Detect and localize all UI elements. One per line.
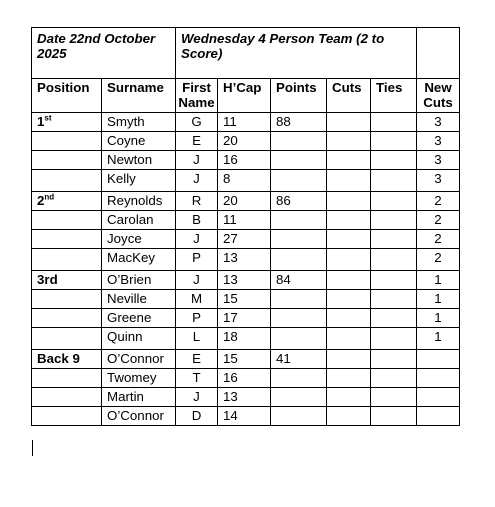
first-name-cell[interactable]: J [176, 388, 218, 407]
table-row [32, 230, 460, 249]
points-cell[interactable] [271, 230, 327, 249]
ties-cell[interactable] [371, 309, 417, 328]
surname-cell[interactable]: MacKey [102, 249, 176, 271]
first-name-cell[interactable]: R [176, 192, 218, 211]
first-name-cell[interactable]: P [176, 249, 218, 271]
table-row [32, 350, 460, 369]
header-new-cuts[interactable]: New Cuts [417, 79, 460, 113]
first-name-cell[interactable]: J [176, 271, 218, 290]
first-name-cell[interactable]: E [176, 350, 218, 369]
position-cell[interactable] [32, 328, 102, 350]
points-cell[interactable] [271, 211, 327, 230]
hcap-cell[interactable]: 11 [218, 113, 271, 132]
position-cell[interactable] [32, 113, 102, 132]
cuts-cell[interactable] [327, 407, 371, 426]
ties-cell[interactable] [371, 192, 417, 211]
table-row [32, 192, 460, 211]
points-cell[interactable] [271, 407, 327, 426]
position-label: 3rd [37, 272, 58, 287]
table-row [32, 328, 460, 350]
position-ordinal-suffix: st [44, 113, 52, 123]
cuts-cell[interactable] [327, 132, 371, 151]
points-cell[interactable] [271, 328, 327, 350]
ties-cell[interactable] [371, 407, 417, 426]
surname-cell[interactable]: Coyne [102, 132, 176, 151]
surname-cell[interactable]: Neville [102, 290, 176, 309]
cuts-cell[interactable] [327, 249, 371, 271]
table-row [32, 407, 460, 426]
hcap-cell[interactable]: 13 [218, 249, 271, 271]
table-row [32, 151, 460, 170]
first-name-cell[interactable]: J [176, 230, 218, 249]
hcap-cell[interactable]: 20 [218, 192, 271, 211]
position-cell[interactable] [32, 132, 102, 151]
position-cell[interactable] [32, 170, 102, 192]
hcap-cell[interactable]: 16 [218, 151, 271, 170]
date-cell[interactable]: Date 22nd October 2025 [32, 28, 176, 79]
ties-cell[interactable] [371, 290, 417, 309]
cuts-cell[interactable] [327, 113, 371, 132]
points-cell[interactable]: 84 [271, 271, 327, 290]
position-cell[interactable] [32, 407, 102, 426]
new-cuts-cell[interactable]: 1 [417, 328, 460, 350]
header-first-name[interactable]: First Name [176, 79, 218, 113]
table-row [32, 388, 460, 407]
hcap-cell[interactable]: 11 [218, 211, 271, 230]
position-cell[interactable] [32, 369, 102, 388]
surname-cell[interactable]: Kelly [102, 170, 176, 192]
table-row [32, 290, 460, 309]
table-row [32, 132, 460, 151]
points-cell[interactable] [271, 309, 327, 328]
surname-cell[interactable]: Quinn [102, 328, 176, 350]
hcap-cell[interactable]: 8 [218, 170, 271, 192]
hcap-cell[interactable]: 27 [218, 230, 271, 249]
new-cuts-cell[interactable]: 3 [417, 113, 460, 132]
header-points[interactable]: Points [271, 79, 327, 113]
first-name-cell[interactable]: J [176, 151, 218, 170]
surname-cell[interactable]: Greene [102, 309, 176, 328]
ties-cell[interactable] [371, 230, 417, 249]
new-cuts-cell[interactable] [417, 369, 460, 388]
ties-cell[interactable] [371, 132, 417, 151]
title-empty-cell[interactable] [417, 28, 460, 79]
results-table [31, 27, 460, 426]
position-label: Back 9 [37, 351, 80, 366]
new-cuts-cell[interactable]: 2 [417, 230, 460, 249]
points-cell[interactable]: 88 [271, 113, 327, 132]
new-cuts-cell[interactable]: 2 [417, 211, 460, 230]
hcap-cell[interactable]: 17 [218, 309, 271, 328]
position-cell[interactable] [32, 211, 102, 230]
table-row [32, 309, 460, 328]
ties-cell[interactable] [371, 350, 417, 369]
cuts-cell[interactable] [327, 192, 371, 211]
position-cell[interactable] [32, 249, 102, 271]
points-cell[interactable] [271, 388, 327, 407]
first-name-cell[interactable]: T [176, 369, 218, 388]
position-cell[interactable] [32, 309, 102, 328]
ties-cell[interactable] [371, 170, 417, 192]
hcap-cell[interactable]: 20 [218, 132, 271, 151]
surname-cell[interactable]: O’Connor [102, 350, 176, 369]
first-name-cell[interactable]: L [176, 328, 218, 350]
first-name-cell[interactable]: M [176, 290, 218, 309]
event-title-cell[interactable]: Wednesday 4 Person Team (2 to Score) [176, 28, 417, 79]
points-cell[interactable]: 86 [271, 192, 327, 211]
table-row [32, 369, 460, 388]
table-row [32, 249, 460, 271]
position-label: 2 [37, 193, 45, 208]
points-cell[interactable] [271, 170, 327, 192]
new-cuts-cell[interactable]: 2 [417, 249, 460, 271]
cuts-cell[interactable] [327, 290, 371, 309]
text-cursor [32, 440, 33, 456]
surname-cell[interactable]: Newton [102, 151, 176, 170]
position-cell[interactable] [32, 230, 102, 249]
ties-cell[interactable] [371, 113, 417, 132]
hcap-cell[interactable]: 16 [218, 369, 271, 388]
header-hcap[interactable]: H’Cap [218, 79, 271, 113]
new-cuts-cell[interactable]: 1 [417, 271, 460, 290]
ties-cell[interactable] [371, 369, 417, 388]
points-cell[interactable] [271, 249, 327, 271]
new-cuts-cell[interactable]: 3 [417, 151, 460, 170]
position-cell[interactable] [32, 192, 102, 211]
new-cuts-cell[interactable]: 3 [417, 132, 460, 151]
new-cuts-cell[interactable]: 2 [417, 192, 460, 211]
cuts-cell[interactable] [327, 170, 371, 192]
hcap-cell[interactable]: 15 [218, 290, 271, 309]
surname-cell[interactable]: Joyce [102, 230, 176, 249]
cuts-cell[interactable] [327, 151, 371, 170]
position-ordinal-suffix: nd [44, 192, 55, 202]
ties-cell[interactable] [371, 249, 417, 271]
header-position[interactable]: Position [32, 79, 102, 113]
first-name-cell[interactable]: G [176, 113, 218, 132]
surname-cell[interactable]: Martin [102, 388, 176, 407]
position-cell[interactable] [32, 271, 102, 290]
cuts-cell[interactable] [327, 328, 371, 350]
hcap-cell[interactable]: 13 [218, 388, 271, 407]
first-name-cell[interactable]: E [176, 132, 218, 151]
new-cuts-cell[interactable] [417, 350, 460, 369]
surname-cell[interactable]: O’Connor [102, 407, 176, 426]
new-cuts-cell[interactable]: 3 [417, 170, 460, 192]
table-row [32, 271, 460, 290]
first-name-cell[interactable]: B [176, 211, 218, 230]
cuts-cell[interactable] [327, 230, 371, 249]
title-row [32, 28, 460, 79]
hcap-cell[interactable]: 15 [218, 350, 271, 369]
position-cell[interactable] [32, 290, 102, 309]
surname-cell[interactable]: O’Brien [102, 271, 176, 290]
new-cuts-cell[interactable]: 1 [417, 309, 460, 328]
table-row [32, 170, 460, 192]
cuts-cell[interactable] [327, 271, 371, 290]
first-name-cell[interactable]: J [176, 170, 218, 192]
surname-cell[interactable]: Carolan [102, 211, 176, 230]
new-cuts-cell[interactable] [417, 388, 460, 407]
points-cell[interactable] [271, 290, 327, 309]
header-ties[interactable]: Ties [371, 79, 417, 113]
hcap-cell[interactable]: 13 [218, 271, 271, 290]
hcap-cell[interactable]: 14 [218, 407, 271, 426]
ties-cell[interactable] [371, 388, 417, 407]
new-cuts-cell[interactable]: 1 [417, 290, 460, 309]
points-cell[interactable] [271, 151, 327, 170]
points-cell[interactable] [271, 369, 327, 388]
table-row [32, 113, 460, 132]
first-name-cell[interactable]: P [176, 309, 218, 328]
ties-cell[interactable] [371, 151, 417, 170]
position-label: 1 [37, 114, 45, 129]
ties-cell[interactable] [371, 328, 417, 350]
cuts-cell[interactable] [327, 211, 371, 230]
new-cuts-cell[interactable] [417, 407, 460, 426]
ties-cell[interactable] [371, 211, 417, 230]
surname-cell[interactable]: Smyth [102, 113, 176, 132]
cuts-cell[interactable] [327, 350, 371, 369]
surname-cell[interactable]: Twomey [102, 369, 176, 388]
header-cuts[interactable]: Cuts [327, 79, 371, 113]
position-cell[interactable] [32, 350, 102, 369]
points-cell[interactable]: 41 [271, 350, 327, 369]
cuts-cell[interactable] [327, 388, 371, 407]
cuts-cell[interactable] [327, 369, 371, 388]
surname-cell[interactable]: Reynolds [102, 192, 176, 211]
hcap-cell[interactable]: 18 [218, 328, 271, 350]
player-rows [32, 113, 460, 426]
cuts-cell[interactable] [327, 309, 371, 328]
header-surname[interactable]: Surname [102, 79, 176, 113]
position-cell[interactable] [32, 388, 102, 407]
points-cell[interactable] [271, 132, 327, 151]
position-cell[interactable] [32, 151, 102, 170]
first-name-cell[interactable]: D [176, 407, 218, 426]
table-row [32, 211, 460, 230]
ties-cell[interactable] [371, 271, 417, 290]
header-row [32, 79, 460, 113]
